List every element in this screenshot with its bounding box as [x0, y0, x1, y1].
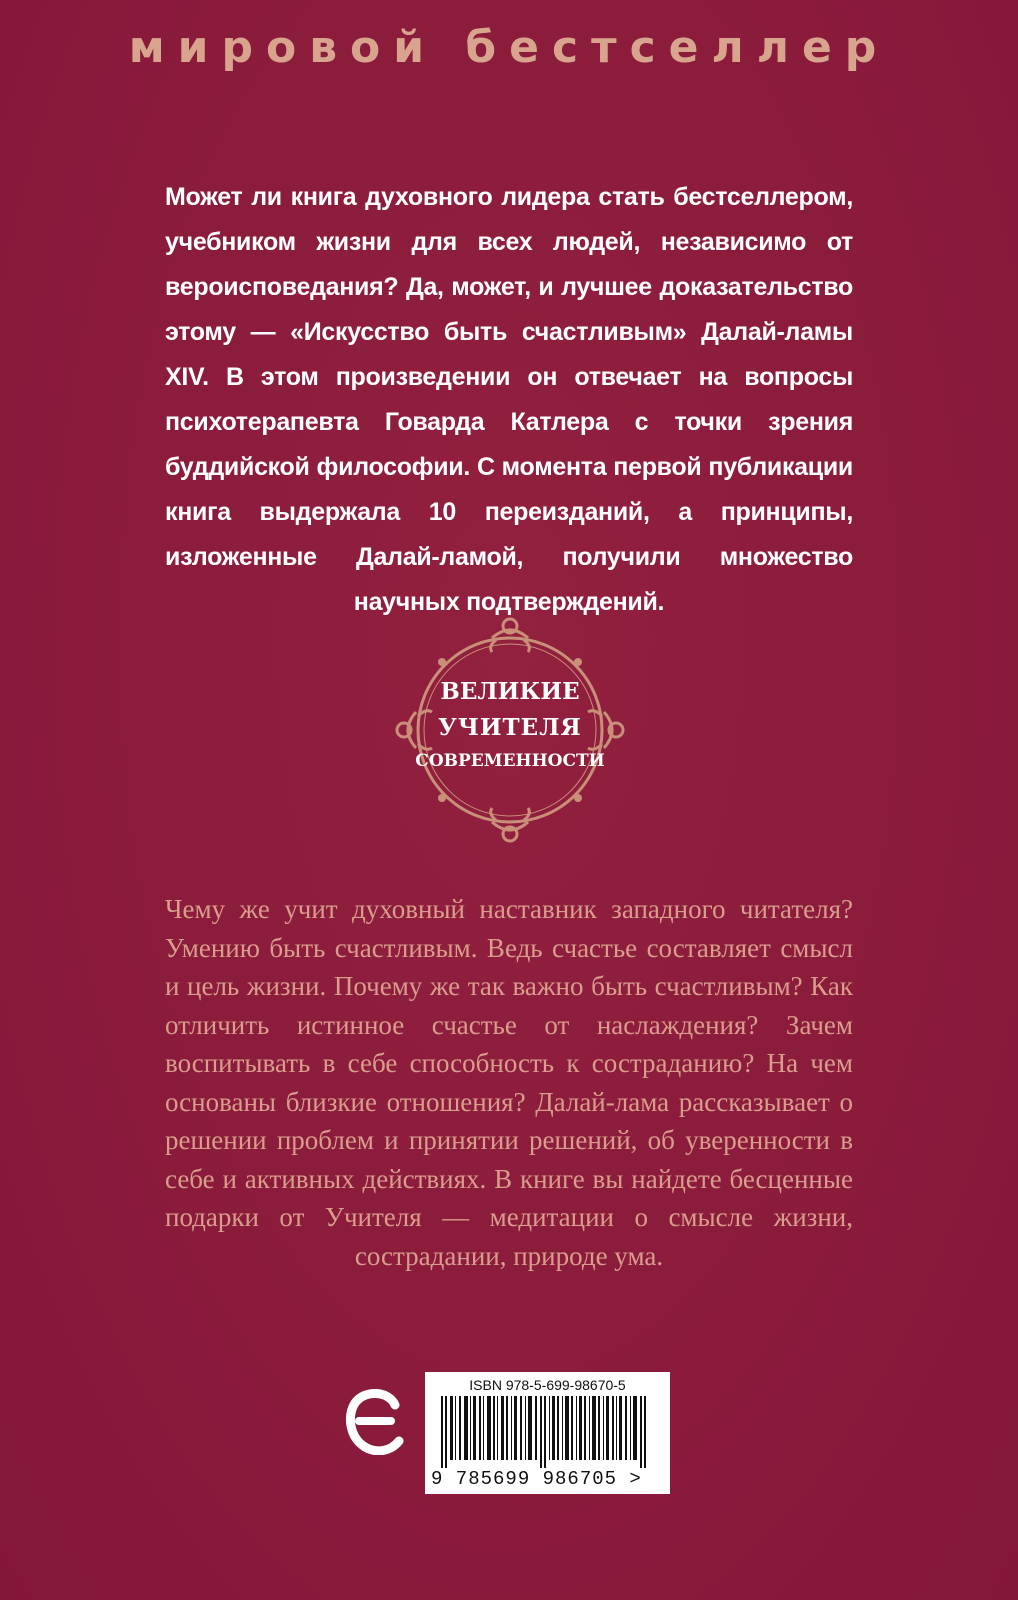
emblem-line-2: УЧИТЕЛЯ: [438, 714, 582, 741]
emblem-title: [392, 674, 628, 776]
blurb-paragraph: Может ли книга духовного лидера стать бестселлером, учебником жизни для всех людей, независимо от вероисповедания? Да, может, и лучшее доказательство этому — «Искусство быть счастливым» Далай-ламы XIV. В этом произведении он отвечает на вопросы психотерапевта Говарда Катлера с точки зрения буддийской философии. С момента первой публикации книга выдержала 10 переизданий, а принципы, изложенные Далай-ламой, получили множество научных подтверждений.: [165, 183, 853, 616]
teaser-paragraph: Чему же учит духовный наставник западного читателя? Умению быть счастливым. Ведь счастье составляет смысл и цель жизни. Почему же так важно быть счастливым? Как отличить истинное счастье от наслаждения? Зачем воспитывать в себе способность к состраданию? На чем основаны близкие отношения? Далай-лама рассказывает о решении проблем и принятии решений, об уверенности в себе и активных действиях. В книге вы найдете бесценные подарки от Учителя — медитации о смысле жизни, сострадании, природе ума.: [165, 894, 853, 1271]
barcode-icon: [437, 1396, 659, 1468]
publisher-logo-icon: [345, 1385, 405, 1455]
barcode-panel: [425, 1372, 670, 1494]
series-label: мировой бестселлер: [128, 22, 890, 73]
series-emblem: [392, 612, 628, 848]
ean-digits: 9 785699 986705 >: [431, 1468, 642, 1490]
isbn-label: ISBN 978-5-699-98670-5: [469, 1377, 626, 1393]
emblem-line-3: СОВРЕМЕННОСТИ: [415, 751, 605, 771]
emblem-line-1: ВЕЛИКИЕ: [440, 678, 580, 705]
